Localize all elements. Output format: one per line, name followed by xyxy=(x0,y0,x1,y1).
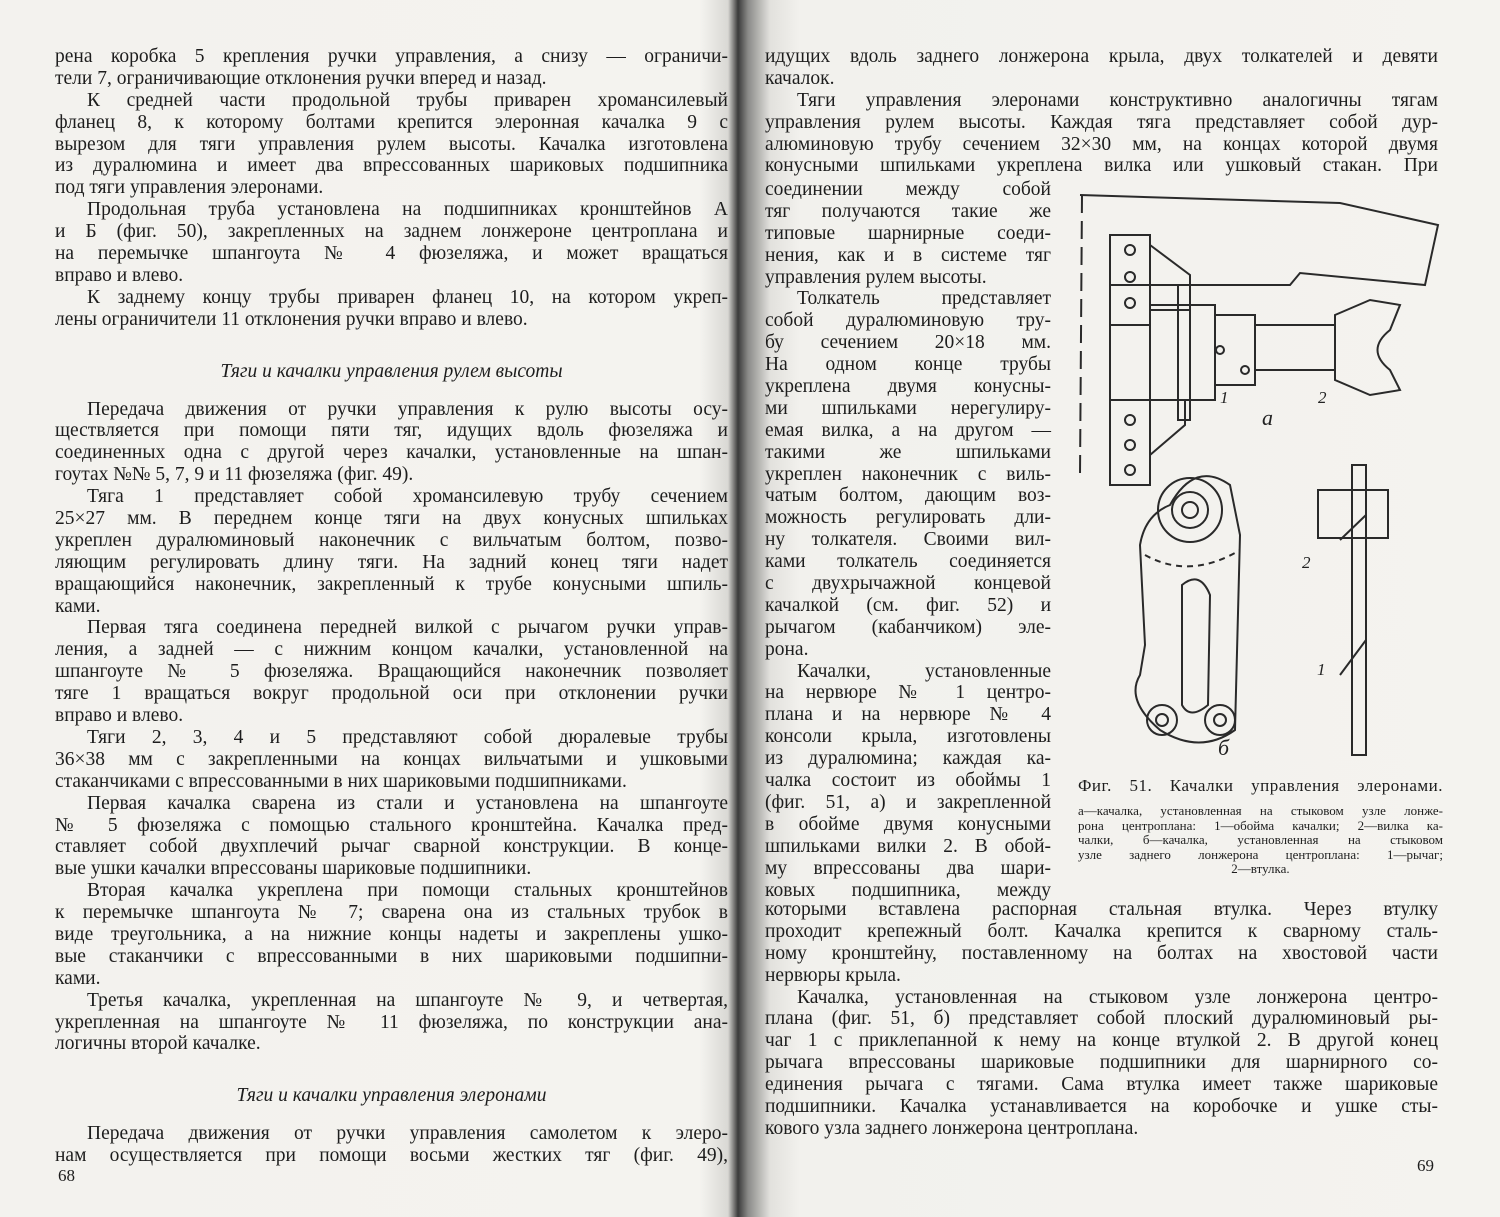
text-line: к перемычке шпангоута № 7; сварена она из стальных трубок в xyxy=(55,902,728,924)
text-line: ному кронштейну, поставленному на болтах на хвостовой части xyxy=(765,942,1438,964)
text-line: плана и на нервюре № 4 xyxy=(765,704,1051,726)
text-line: (фиг. 51, а) и закрепленной xyxy=(765,791,1051,813)
text-line: управления рулем высоты. xyxy=(765,266,987,288)
text-line: На одном конце трубы xyxy=(765,354,1051,376)
lever-b-side-drawing xyxy=(1318,465,1388,755)
text-line: конусными шпильками укреплена вилка или ушковый стакан. При xyxy=(765,155,1438,177)
text-line: Передача движения от ручки управления самолетом к элеро- xyxy=(87,1123,728,1145)
text-line: качалок. xyxy=(765,67,835,89)
caption-line: чалки, б—качалка, установленная на стыковом xyxy=(1078,832,1443,847)
page-number-left: 68 xyxy=(58,1166,75,1185)
text-line: Тяги управления элеронами конструктивно аналогичны тягам xyxy=(797,89,1438,111)
text-line: шпангоуте № 5 фюзеляжа. Вращающийся наконечник позволяет xyxy=(55,661,728,683)
figure-caption-title: Фиг. 51. Качалки управления элеронами. xyxy=(1078,776,1443,795)
section-heading: Тяги и качалки управления рулем высоты xyxy=(220,360,563,382)
text-line: № 5 фюзеляжа с помощью стального кронштейна. Качалка пред- xyxy=(55,814,728,836)
text-line: вырезом для тяги управления рулем высоты. Качалка изготовлена xyxy=(55,133,728,155)
label-a: а xyxy=(1262,405,1273,430)
text-line: 25×27 мм. В переднем конце тяги на двух конусных шпильках xyxy=(55,508,728,530)
text-line: Тяги 2, 3, 4 и 5 представляют собой дюралевые трубы xyxy=(87,726,728,748)
text-line: собой дуралюминовую тру- xyxy=(765,310,1051,332)
text-line: ми шпильками нерегулиру- xyxy=(765,397,1051,419)
text-line: гоутах №№ 5, 7, 9 и 11 фюзеляжа (фиг. 49). xyxy=(55,464,414,486)
text-line: под тяги управления элеронами. xyxy=(55,177,324,199)
text-line: с двухрычажной концевой xyxy=(765,573,1051,595)
text-line: плана (фиг. 51, б) представляет собой плоский дуралюминовый ры- xyxy=(765,1008,1438,1030)
text-line: ставляет собой двухплечий рычаг сварной конструкции. В конце- xyxy=(55,836,728,858)
text-line: Тяга 1 представляет собой хромансилевую трубу сечением xyxy=(87,486,728,508)
text-line: соединении между собой xyxy=(765,179,1051,200)
text-line: рона. xyxy=(765,638,809,660)
text-line: вправо и влево. xyxy=(55,264,184,286)
text-line: К заднему концу трубы приварен фланец 10, на котором укреп- xyxy=(87,286,728,308)
text-line: которыми вставлена распорная стальная втулка. Через втулку xyxy=(765,899,1438,920)
label-a-1: 1 xyxy=(1220,388,1229,407)
label-a-2: 2 xyxy=(1318,388,1327,407)
text-line: чатым болтом, дающим воз- xyxy=(765,485,1051,507)
text-line: стаканчиками с впрессованными в них шариковыми подшипниками. xyxy=(55,770,627,792)
text-line: Продольная труба установлена на подшипниках кронштейнов А xyxy=(87,199,728,221)
label-b-2: 2 xyxy=(1302,553,1311,572)
text-line: типовые шарнирные соеди- xyxy=(765,222,1051,244)
text-line: на перемычке шпангоута № 4 фюзеляжа, и может вращаться xyxy=(55,243,728,265)
text-line: единения рычага с тягами. Сама втулка имеет также шариковые xyxy=(765,1074,1438,1096)
text-line: укреплен наконечник с виль- xyxy=(765,463,1051,485)
text-line: Качалка, установленная на стыковом узле лонжерона центро- xyxy=(797,986,1438,1008)
text-line: ковых подшипника, между xyxy=(765,879,1051,901)
rocker-a-drawing xyxy=(1080,195,1438,485)
text-line: подшипники. Качалка устанавливается на коробочке и ушке сты- xyxy=(765,1096,1438,1118)
caption-line: рона центроплана: 1—обойма качалки; 2—вилка ка- xyxy=(1078,817,1443,833)
text-line: ками толкатель соединяется xyxy=(765,551,1051,573)
text-line: бу сечением 20×18 мм. xyxy=(765,332,1051,354)
text-line: Толкатель представляет xyxy=(797,288,1051,310)
text-line: чалка состоит из обоймы 1 xyxy=(765,770,1051,792)
section-heading: Тяги и качалки управления элеронами xyxy=(236,1085,547,1107)
text-line: кового узла заднего лонжерона центроплана. xyxy=(765,1117,1139,1139)
text-line: фланец 8, к которому болтами крепится элеронная качалка 9 с xyxy=(55,111,728,133)
text-line: рычагом (кабанчиком) эле- xyxy=(765,616,1051,638)
caption-line: узле заднего лонжерона центроплана: 1—рычаг; xyxy=(1078,846,1443,862)
text-line: вые ушки качалки впрессованы шариковые подшипники. xyxy=(55,858,532,880)
text-line: на нервюре № 1 центро- xyxy=(765,682,1051,704)
text-line: рена коробка 5 крепления ручки управления, а снизу — ограничи- xyxy=(55,46,728,67)
text-line: вращающийся наконечник, закрепленный к трубе конусными шпиль- xyxy=(55,573,728,595)
text-line: Передача движения от ручки управления к рулю высоты осу- xyxy=(87,398,728,420)
right-page-text-bottom xyxy=(765,899,1438,1140)
text-line: укрепленная на шпангоуте № 11 фюзеляжа, по конструкции ана- xyxy=(55,1011,728,1033)
text-line: нам осуществляется при помощи восьми жестких тяг (фиг. 49), xyxy=(55,1145,728,1167)
text-line: из дуралюмина; каждая ка- xyxy=(765,748,1051,770)
page-number-right: 69 xyxy=(1417,1156,1434,1175)
text-line: Третья качалка, укрепленная на шпангоуте № 9, и четвертая, xyxy=(87,989,728,1011)
text-line: ками. xyxy=(55,595,101,617)
caption-line: а—качалка, установленная на стыковом узле лонже- xyxy=(1078,803,1443,818)
rocker-b-drawing xyxy=(1136,476,1241,742)
text-line: 36×38 мм с закрепленными на концах вильчатыми и ушковыми xyxy=(55,748,728,770)
figure-51-drawing xyxy=(1070,185,1450,765)
text-line: укреплена двумя конусны- xyxy=(765,376,1051,398)
text-line: му впрессованы два шари- xyxy=(765,857,1051,879)
text-line: вые стаканчики с впрессованными в них шариковыми подшипни- xyxy=(55,945,728,967)
text-line: и Б (фиг. 50), закрепленных на заднем лонжероне центроплана и xyxy=(55,221,728,243)
right-page-text-top xyxy=(765,46,1438,177)
text-line: проходит крепежный болт. Качалка крепится к сварному сталь- xyxy=(765,920,1438,942)
text-line: ками. xyxy=(55,967,101,989)
text-line: можность регулировать дли- xyxy=(765,507,1051,529)
text-line: нения, как и в системе тяг xyxy=(765,244,1051,266)
text-line: управления рулем высоты. Каждая тяга представляет собой дур- xyxy=(765,111,1438,133)
text-line: лены ограничители 11 отклонения ручки вправо и влево. xyxy=(55,308,528,330)
left-page-text xyxy=(55,46,728,1167)
text-line: Вторая качалка укреплена при помощи стальных кронштейнов xyxy=(87,880,728,902)
text-line: ществляется при помощи пяти тяг, идущих вдоль фюзеляжа и xyxy=(55,420,728,442)
text-line: тели 7, ограничивающие отклонения ручки вперед и назад. xyxy=(55,67,547,89)
text-line: соединенных одна с другой через качалки, установленные на шпан- xyxy=(55,442,728,464)
figure-caption xyxy=(1078,776,1443,877)
text-line: в обойме двумя конусными xyxy=(765,813,1051,835)
text-line: алюминовую трубу сечением 32×30 мм, на концах которой двумя xyxy=(765,133,1438,155)
text-line: тяге 1 вращаться вокруг продольной оси при отклонении ручки xyxy=(55,683,728,705)
text-line: виде треугольника, а на нижние концы надеты и закреплены ушко- xyxy=(55,923,728,945)
text-line: такими же шпильками xyxy=(765,441,1051,463)
text-line: рычага впрессованы шариковые подшипники для шарнирного со- xyxy=(765,1052,1438,1074)
label-b: б xyxy=(1218,735,1230,760)
text-line: из дуралюмина и имеет два впрессованных шариковых подшипника xyxy=(55,155,728,177)
caption-line: 2—втулка. xyxy=(1231,861,1290,876)
text-line: консоли крыла, изготовлены xyxy=(765,726,1051,748)
text-line: чаг 1 с приклепанной к нему на конце втулкой 2. В другой конец xyxy=(765,1030,1438,1052)
label-b-1: 1 xyxy=(1317,660,1326,679)
text-line: тяг получаются такие же xyxy=(765,200,1051,222)
text-line: идущих вдоль заднего лонжерона крыла, двух толкателей и девяти xyxy=(765,46,1438,67)
text-line: ну толкателя. Своими вил- xyxy=(765,529,1051,551)
text-line: емая вилка, а на другом — xyxy=(765,419,1051,441)
text-line: укреплен дуралюминовый наконечник с вильчатым болтом, позво- xyxy=(55,529,728,551)
text-line: вправо и влево. xyxy=(55,705,184,727)
text-line: Качалки, установленные xyxy=(797,660,1051,682)
text-line: качалкой (см. фиг. 52) и xyxy=(765,594,1051,616)
text-line: К средней части продольной трубы приварен хромансилевый xyxy=(87,89,728,111)
right-page-text-column xyxy=(765,179,1051,901)
text-line: Первая качалка сварена из стали и установлена на шпангоуте xyxy=(87,792,728,814)
text-line: шпильками вилки 2. В обой- xyxy=(765,835,1051,857)
text-line: ления, а задней — с нижним концом качалки, установленной на xyxy=(55,639,728,661)
text-line: Первая тяга соединена передней вилкой с рычагом ручки управ- xyxy=(87,617,728,639)
text-line: нервюры крыла. xyxy=(765,964,901,986)
text-line: логичны второй качалке. xyxy=(55,1033,261,1055)
text-line: ляющим регулировать длину тяги. На задний конец тяги надет xyxy=(55,551,728,573)
